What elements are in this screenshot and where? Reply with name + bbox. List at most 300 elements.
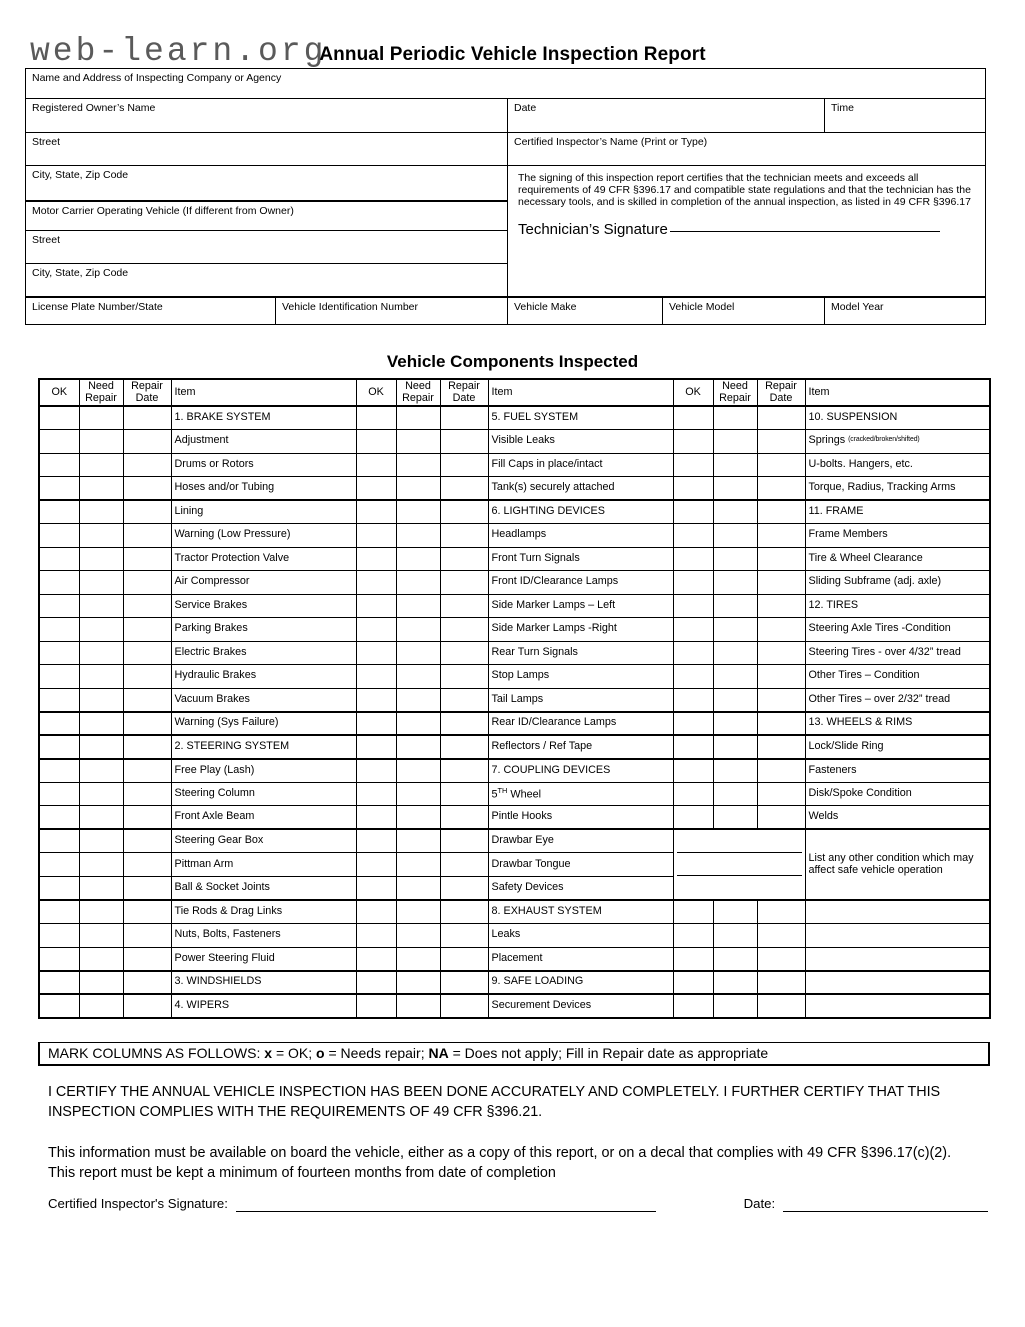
input-cell-repair-date[interactable] xyxy=(123,618,171,642)
checkbox-cell-ok[interactable] xyxy=(39,453,79,477)
checkbox-cell-ok[interactable] xyxy=(39,406,79,430)
certification-statement-cell xyxy=(508,166,986,297)
checkbox-cell-ok[interactable] xyxy=(673,641,713,665)
checkbox-cell-need-repair[interactable] xyxy=(396,947,440,971)
checkbox-cell-ok[interactable] xyxy=(673,994,713,1018)
item-label-cell: Other Tires – over 2/32” tread xyxy=(805,688,990,712)
input-cell-repair-date[interactable] xyxy=(440,571,488,595)
checkbox-cell-need-repair[interactable] xyxy=(79,853,123,877)
item-label-cell xyxy=(805,994,990,1018)
checkbox-cell-need-repair[interactable] xyxy=(713,453,757,477)
item-label-cell: Headlamps xyxy=(488,524,673,548)
checkbox-cell-need-repair[interactable] xyxy=(713,618,757,642)
checkbox-cell-need-repair[interactable] xyxy=(396,453,440,477)
column-header-repair-date: Repair Date xyxy=(123,379,171,406)
field-company-name-address[interactable] xyxy=(26,69,986,99)
field-street-1[interactable] xyxy=(26,133,508,166)
checkbox-cell-need-repair[interactable] xyxy=(79,876,123,900)
mark-o-symbol: o xyxy=(316,1045,325,1061)
table-row xyxy=(39,477,990,501)
checkbox-cell-need-repair[interactable] xyxy=(396,641,440,665)
field-inspector-name[interactable] xyxy=(508,133,986,166)
item-label-cell: Frame Members xyxy=(805,524,990,548)
checkbox-cell-need-repair[interactable] xyxy=(79,500,123,524)
checkbox-cell-ok[interactable] xyxy=(356,924,396,948)
checkbox-cell-ok[interactable] xyxy=(673,524,713,548)
checkbox-cell-ok[interactable] xyxy=(356,571,396,595)
input-cell-repair-date[interactable] xyxy=(440,524,488,548)
item-label-cell: Stop Lamps xyxy=(488,665,673,689)
input-cell-repair-date[interactable] xyxy=(757,688,805,712)
checkbox-cell-ok[interactable] xyxy=(356,829,396,853)
item-label-cell: Tail Lamps xyxy=(488,688,673,712)
checkbox-cell-need-repair[interactable] xyxy=(396,547,440,571)
checkbox-cell-ok[interactable] xyxy=(39,712,79,736)
input-cell-repair-date[interactable] xyxy=(123,876,171,900)
checkbox-cell-ok[interactable] xyxy=(673,618,713,642)
checkbox-cell-need-repair[interactable] xyxy=(396,971,440,995)
input-cell-repair-date[interactable] xyxy=(123,947,171,971)
checkbox-cell-ok[interactable] xyxy=(356,524,396,548)
input-cell-repair-date[interactable] xyxy=(123,712,171,736)
checkbox-cell-need-repair[interactable] xyxy=(396,594,440,618)
section-heading-cell: 2. STEERING SYSTEM xyxy=(171,735,356,759)
input-cell-repair-date[interactable] xyxy=(440,430,488,454)
checkbox-cell-need-repair[interactable] xyxy=(396,994,440,1018)
checkbox-cell-need-repair[interactable] xyxy=(396,876,440,900)
column-header-ok: OK xyxy=(673,379,713,406)
item-label-base: Springs xyxy=(808,434,849,447)
checkbox-cell-need-repair[interactable] xyxy=(713,971,757,995)
input-cell-repair-date[interactable] xyxy=(757,594,805,618)
input-cell-repair-date[interactable] xyxy=(440,806,488,830)
checkbox-cell-ok[interactable] xyxy=(39,924,79,948)
label-street-1: Street xyxy=(32,136,61,148)
blank-line[interactable] xyxy=(677,876,802,899)
input-cell-repair-date[interactable] xyxy=(440,924,488,948)
input-cell-repair-date[interactable] xyxy=(440,759,488,783)
checkbox-cell-ok[interactable] xyxy=(356,853,396,877)
checkbox-cell-ok[interactable] xyxy=(673,900,713,924)
input-cell-repair-date[interactable] xyxy=(440,947,488,971)
checkbox-cell-need-repair[interactable] xyxy=(396,735,440,759)
item-label-cell: Adjustment xyxy=(171,430,356,454)
checkbox-cell-ok[interactable] xyxy=(356,876,396,900)
field-model-year[interactable] xyxy=(825,297,986,325)
checkbox-cell-ok[interactable] xyxy=(356,430,396,454)
checkbox-cell-ok[interactable] xyxy=(39,500,79,524)
checkbox-cell-need-repair[interactable] xyxy=(713,735,757,759)
input-cell-repair-date[interactable] xyxy=(440,641,488,665)
checkbox-cell-need-repair[interactable] xyxy=(79,453,123,477)
input-cell-repair-date[interactable] xyxy=(440,712,488,736)
checkbox-cell-need-repair[interactable] xyxy=(713,477,757,501)
checkbox-cell-need-repair[interactable] xyxy=(79,571,123,595)
checkbox-cell-need-repair[interactable] xyxy=(713,524,757,548)
checkbox-cell-need-repair[interactable] xyxy=(79,547,123,571)
input-cell-repair-date[interactable] xyxy=(440,853,488,877)
checkbox-cell-need-repair[interactable] xyxy=(79,712,123,736)
checkbox-cell-ok[interactable] xyxy=(39,665,79,689)
other-condition-blank-lines[interactable] xyxy=(673,829,805,900)
checkbox-cell-ok[interactable] xyxy=(39,759,79,783)
checkbox-cell-need-repair[interactable] xyxy=(713,641,757,665)
input-cell-repair-date[interactable] xyxy=(757,618,805,642)
table-row xyxy=(39,641,990,665)
field-motor-carrier[interactable] xyxy=(26,201,508,231)
checkbox-cell-need-repair[interactable] xyxy=(713,900,757,924)
checkbox-cell-need-repair[interactable] xyxy=(713,594,757,618)
checkbox-cell-ok[interactable] xyxy=(356,594,396,618)
item-label-cell: Service Brakes xyxy=(171,594,356,618)
checkbox-cell-need-repair[interactable] xyxy=(79,994,123,1018)
checkbox-cell-need-repair[interactable] xyxy=(396,759,440,783)
checkbox-cell-ok[interactable] xyxy=(356,994,396,1018)
checkbox-cell-ok[interactable] xyxy=(673,759,713,783)
checkbox-cell-ok[interactable] xyxy=(356,712,396,736)
checkbox-cell-need-repair[interactable] xyxy=(713,430,757,454)
label-time: Time xyxy=(831,102,854,114)
input-cell-repair-date[interactable] xyxy=(123,477,171,501)
checkbox-cell-ok[interactable] xyxy=(673,688,713,712)
checkbox-cell-ok[interactable] xyxy=(356,665,396,689)
input-cell-repair-date[interactable] xyxy=(757,430,805,454)
checkbox-cell-ok[interactable] xyxy=(356,688,396,712)
input-cell-repair-date[interactable] xyxy=(757,994,805,1018)
field-registered-owner[interactable] xyxy=(26,99,508,133)
item-label-cell: Air Compressor xyxy=(171,571,356,595)
blank-line[interactable] xyxy=(677,853,802,876)
checkbox-cell-need-repair[interactable] xyxy=(713,806,757,830)
checkbox-cell-need-repair[interactable] xyxy=(79,829,123,853)
input-cell-repair-date[interactable] xyxy=(440,994,488,1018)
checkbox-cell-need-repair[interactable] xyxy=(396,665,440,689)
input-cell-repair-date[interactable] xyxy=(440,900,488,924)
blank-line[interactable] xyxy=(677,830,802,853)
input-cell-repair-date[interactable] xyxy=(440,547,488,571)
checkbox-cell-need-repair[interactable] xyxy=(713,924,757,948)
field-vin[interactable] xyxy=(276,297,508,325)
checkbox-cell-ok[interactable] xyxy=(356,900,396,924)
checkbox-cell-need-repair[interactable] xyxy=(79,735,123,759)
checkbox-cell-ok[interactable] xyxy=(673,594,713,618)
item-label-cell: Side Marker Lamps -Right xyxy=(488,618,673,642)
checkbox-cell-ok[interactable] xyxy=(673,806,713,830)
checkbox-cell-need-repair[interactable] xyxy=(79,618,123,642)
checkbox-cell-need-repair[interactable] xyxy=(79,430,123,454)
checkbox-cell-need-repair[interactable] xyxy=(396,618,440,642)
inspector-signature-row xyxy=(48,1196,988,1212)
item-label-cell: Securement Devices xyxy=(488,994,673,1018)
section-heading-cell: 4. WIPERS xyxy=(171,994,356,1018)
table-row xyxy=(39,712,990,736)
mark-prefix: MARK COLUMNS AS FOLLOWS: xyxy=(48,1045,265,1061)
inspector-signature-field[interactable] xyxy=(236,1211,656,1212)
item-label-cell: Free Play (Lash) xyxy=(171,759,356,783)
checkbox-cell-ok[interactable] xyxy=(673,971,713,995)
checkbox-cell-need-repair[interactable] xyxy=(79,759,123,783)
input-cell-repair-date[interactable] xyxy=(123,453,171,477)
input-cell-repair-date[interactable] xyxy=(757,735,805,759)
section-heading-cell: 9. SAFE LOADING xyxy=(488,971,673,995)
checkbox-cell-ok[interactable] xyxy=(39,571,79,595)
checkbox-cell-ok[interactable] xyxy=(356,759,396,783)
input-cell-repair-date[interactable] xyxy=(757,900,805,924)
input-cell-repair-date[interactable] xyxy=(757,665,805,689)
label-street-2: Street xyxy=(32,234,61,246)
checkbox-cell-need-repair[interactable] xyxy=(79,406,123,430)
input-cell-repair-date[interactable] xyxy=(440,594,488,618)
checkbox-cell-need-repair[interactable] xyxy=(79,477,123,501)
checkbox-cell-need-repair[interactable] xyxy=(79,524,123,548)
input-cell-repair-date[interactable] xyxy=(757,453,805,477)
input-cell-repair-date[interactable] xyxy=(440,876,488,900)
label-city-state-zip-2: City, State, Zip Code xyxy=(32,267,129,279)
checkbox-cell-ok[interactable] xyxy=(673,947,713,971)
checkbox-cell-ok[interactable] xyxy=(39,688,79,712)
input-cell-repair-date[interactable] xyxy=(123,924,171,948)
input-cell-repair-date[interactable] xyxy=(757,641,805,665)
input-cell-repair-date[interactable] xyxy=(123,665,171,689)
input-cell-repair-date[interactable] xyxy=(440,665,488,689)
item-label-cell: Rear Turn Signals xyxy=(488,641,673,665)
checkbox-cell-need-repair[interactable] xyxy=(396,806,440,830)
checkbox-cell-ok[interactable] xyxy=(673,735,713,759)
input-cell-repair-date[interactable] xyxy=(757,571,805,595)
checkbox-cell-ok[interactable] xyxy=(356,618,396,642)
input-cell-repair-date[interactable] xyxy=(123,641,171,665)
item-label-cell: Parking Brakes xyxy=(171,618,356,642)
input-cell-repair-date[interactable] xyxy=(123,500,171,524)
checkbox-cell-need-repair[interactable] xyxy=(396,900,440,924)
checkbox-cell-ok[interactable] xyxy=(673,500,713,524)
item-label-cell: Pittman Arm xyxy=(171,853,356,877)
input-cell-repair-date[interactable] xyxy=(440,735,488,759)
input-cell-repair-date[interactable] xyxy=(757,712,805,736)
table-row xyxy=(39,924,990,948)
checkbox-cell-need-repair[interactable] xyxy=(79,924,123,948)
item-label-cell: Side Marker Lamps – Left xyxy=(488,594,673,618)
checkbox-cell-need-repair[interactable] xyxy=(79,688,123,712)
footer-text-block xyxy=(48,1082,953,1204)
checkbox-cell-need-repair[interactable] xyxy=(79,641,123,665)
input-cell-repair-date[interactable] xyxy=(440,829,488,853)
input-cell-repair-date[interactable] xyxy=(757,782,805,806)
item-label-cell: Fasteners xyxy=(805,759,990,783)
field-city-state-zip-1[interactable] xyxy=(26,166,508,201)
checkbox-cell-need-repair[interactable] xyxy=(396,524,440,548)
checkbox-cell-ok[interactable] xyxy=(356,547,396,571)
input-cell-repair-date[interactable] xyxy=(123,971,171,995)
checkbox-cell-need-repair[interactable] xyxy=(713,994,757,1018)
technician-signature-line[interactable] xyxy=(518,221,975,238)
checkbox-cell-ok[interactable] xyxy=(39,971,79,995)
label-license-plate: License Plate Number/State xyxy=(32,300,163,313)
input-cell-repair-date[interactable] xyxy=(123,547,171,571)
input-cell-repair-date[interactable] xyxy=(123,853,171,877)
checkbox-cell-ok[interactable] xyxy=(39,735,79,759)
item-label-cell: Drums or Rotors xyxy=(171,453,356,477)
checkbox-cell-ok[interactable] xyxy=(356,947,396,971)
input-cell-repair-date[interactable] xyxy=(123,759,171,783)
checkbox-cell-ok[interactable] xyxy=(39,782,79,806)
checkbox-cell-ok[interactable] xyxy=(356,971,396,995)
input-cell-repair-date[interactable] xyxy=(123,994,171,1018)
field-vehicle-model[interactable] xyxy=(663,297,825,325)
checkbox-cell-ok[interactable] xyxy=(673,782,713,806)
field-time[interactable] xyxy=(825,99,986,133)
checkbox-cell-need-repair[interactable] xyxy=(79,782,123,806)
input-cell-repair-date[interactable] xyxy=(123,571,171,595)
input-cell-repair-date[interactable] xyxy=(440,618,488,642)
checkbox-cell-need-repair[interactable] xyxy=(713,665,757,689)
input-cell-repair-date[interactable] xyxy=(440,500,488,524)
checkbox-cell-ok[interactable] xyxy=(356,806,396,830)
item-label-cell: Electric Brakes xyxy=(171,641,356,665)
input-cell-repair-date[interactable] xyxy=(757,406,805,430)
checkbox-cell-ok[interactable] xyxy=(356,500,396,524)
checkbox-cell-need-repair[interactable] xyxy=(713,947,757,971)
checkbox-cell-ok[interactable] xyxy=(39,477,79,501)
input-cell-repair-date[interactable] xyxy=(757,924,805,948)
checkbox-cell-need-repair[interactable] xyxy=(79,900,123,924)
item-label-cell: Warning (Sys Failure) xyxy=(171,712,356,736)
checkbox-cell-ok[interactable] xyxy=(356,406,396,430)
checkbox-cell-ok[interactable] xyxy=(673,924,713,948)
checkbox-cell-ok[interactable] xyxy=(39,618,79,642)
checkbox-cell-need-repair[interactable] xyxy=(396,430,440,454)
input-cell-repair-date[interactable] xyxy=(123,782,171,806)
section-heading-cell: 7. COUPLING DEVICES xyxy=(488,759,673,783)
checkbox-cell-need-repair[interactable] xyxy=(396,571,440,595)
checkbox-cell-need-repair[interactable] xyxy=(396,829,440,853)
checkbox-cell-ok[interactable] xyxy=(39,547,79,571)
item-label-cell: Other Tires – Condition xyxy=(805,665,990,689)
checkbox-cell-need-repair[interactable] xyxy=(396,712,440,736)
field-city-state-zip-2[interactable] xyxy=(26,264,508,297)
checkbox-cell-ok[interactable] xyxy=(39,876,79,900)
checkbox-cell-need-repair[interactable] xyxy=(713,500,757,524)
field-street-2[interactable] xyxy=(26,231,508,264)
checkbox-cell-ok[interactable] xyxy=(356,735,396,759)
section-heading-cell: 11. FRAME xyxy=(805,500,990,524)
checkbox-cell-need-repair[interactable] xyxy=(396,500,440,524)
table-row xyxy=(39,947,990,971)
checkbox-cell-ok[interactable] xyxy=(356,453,396,477)
input-cell-repair-date[interactable] xyxy=(123,430,171,454)
checkbox-cell-need-repair[interactable] xyxy=(396,688,440,712)
input-cell-repair-date[interactable] xyxy=(757,524,805,548)
checkbox-cell-need-repair[interactable] xyxy=(79,594,123,618)
input-cell-repair-date[interactable] xyxy=(123,406,171,430)
input-cell-repair-date[interactable] xyxy=(440,477,488,501)
input-cell-repair-date[interactable] xyxy=(757,500,805,524)
inspector-signature-label: Certified Inspector's Signature: xyxy=(48,1196,228,1211)
checkbox-cell-ok[interactable] xyxy=(673,453,713,477)
input-cell-repair-date[interactable] xyxy=(440,971,488,995)
checkbox-cell-ok[interactable] xyxy=(673,406,713,430)
checkbox-cell-ok[interactable] xyxy=(39,806,79,830)
input-cell-repair-date[interactable] xyxy=(757,806,805,830)
checkbox-cell-need-repair[interactable] xyxy=(713,712,757,736)
checkbox-cell-need-repair[interactable] xyxy=(79,806,123,830)
checkbox-cell-need-repair[interactable] xyxy=(713,759,757,783)
field-date[interactable] xyxy=(508,99,825,133)
checkbox-cell-ok[interactable] xyxy=(39,947,79,971)
checkbox-cell-need-repair[interactable] xyxy=(79,971,123,995)
checkbox-cell-need-repair[interactable] xyxy=(713,782,757,806)
label-inspector-name: Certified Inspector’s Name (Print or Type) xyxy=(514,136,708,148)
input-cell-repair-date[interactable] xyxy=(123,806,171,830)
checkbox-cell-need-repair[interactable] xyxy=(396,782,440,806)
input-cell-repair-date[interactable] xyxy=(123,594,171,618)
mark-x-symbol: x xyxy=(264,1045,273,1061)
checkbox-cell-ok[interactable] xyxy=(356,782,396,806)
checkbox-cell-need-repair[interactable] xyxy=(396,477,440,501)
input-cell-repair-date[interactable] xyxy=(440,782,488,806)
checkbox-cell-ok[interactable] xyxy=(673,712,713,736)
item-label-cell: Placement xyxy=(488,947,673,971)
signature-rule[interactable] xyxy=(670,231,940,232)
footer-date-field[interactable] xyxy=(783,1211,988,1212)
checkbox-cell-ok[interactable] xyxy=(39,594,79,618)
table-row xyxy=(39,759,990,783)
input-cell-repair-date[interactable] xyxy=(123,735,171,759)
checkbox-cell-need-repair[interactable] xyxy=(396,406,440,430)
checkbox-cell-ok[interactable] xyxy=(39,994,79,1018)
input-cell-repair-date[interactable] xyxy=(123,900,171,924)
checkbox-cell-ok[interactable] xyxy=(356,641,396,665)
checkbox-cell-need-repair[interactable] xyxy=(713,406,757,430)
checkbox-cell-ok[interactable] xyxy=(356,477,396,501)
field-license-plate[interactable] xyxy=(26,297,276,325)
section-heading-cell: 12. TIRES xyxy=(805,594,990,618)
input-cell-repair-date[interactable] xyxy=(757,547,805,571)
checkbox-cell-ok[interactable] xyxy=(673,665,713,689)
input-cell-repair-date[interactable] xyxy=(123,829,171,853)
checkbox-cell-need-repair[interactable] xyxy=(713,547,757,571)
item-label-cell: Steering Tires - over 4/32” tread xyxy=(805,641,990,665)
checkbox-cell-need-repair[interactable] xyxy=(713,571,757,595)
input-cell-repair-date[interactable] xyxy=(123,524,171,548)
checkbox-cell-ok[interactable] xyxy=(673,430,713,454)
input-cell-repair-date[interactable] xyxy=(440,688,488,712)
checkbox-cell-need-repair[interactable] xyxy=(79,665,123,689)
input-cell-repair-date[interactable] xyxy=(123,688,171,712)
checkbox-cell-ok[interactable] xyxy=(39,829,79,853)
checkbox-cell-ok[interactable] xyxy=(39,853,79,877)
input-cell-repair-date[interactable] xyxy=(757,477,805,501)
field-vehicle-make[interactable] xyxy=(508,297,663,325)
checkbox-cell-need-repair[interactable] xyxy=(79,947,123,971)
checkbox-cell-need-repair[interactable] xyxy=(713,688,757,712)
checkbox-cell-ok[interactable] xyxy=(673,547,713,571)
input-cell-repair-date[interactable] xyxy=(757,971,805,995)
checkbox-cell-ok[interactable] xyxy=(39,430,79,454)
input-cell-repair-date[interactable] xyxy=(440,406,488,430)
checkbox-cell-ok[interactable] xyxy=(39,900,79,924)
checkbox-cell-ok[interactable] xyxy=(673,571,713,595)
column-header-item: Item xyxy=(171,379,356,406)
checkbox-cell-ok[interactable] xyxy=(39,641,79,665)
input-cell-repair-date[interactable] xyxy=(757,759,805,783)
input-cell-repair-date[interactable] xyxy=(757,947,805,971)
checkbox-cell-ok[interactable] xyxy=(673,477,713,501)
checkbox-cell-need-repair[interactable] xyxy=(396,924,440,948)
checkbox-cell-ok[interactable] xyxy=(39,524,79,548)
checkbox-cell-need-repair[interactable] xyxy=(396,853,440,877)
input-cell-repair-date[interactable] xyxy=(440,453,488,477)
